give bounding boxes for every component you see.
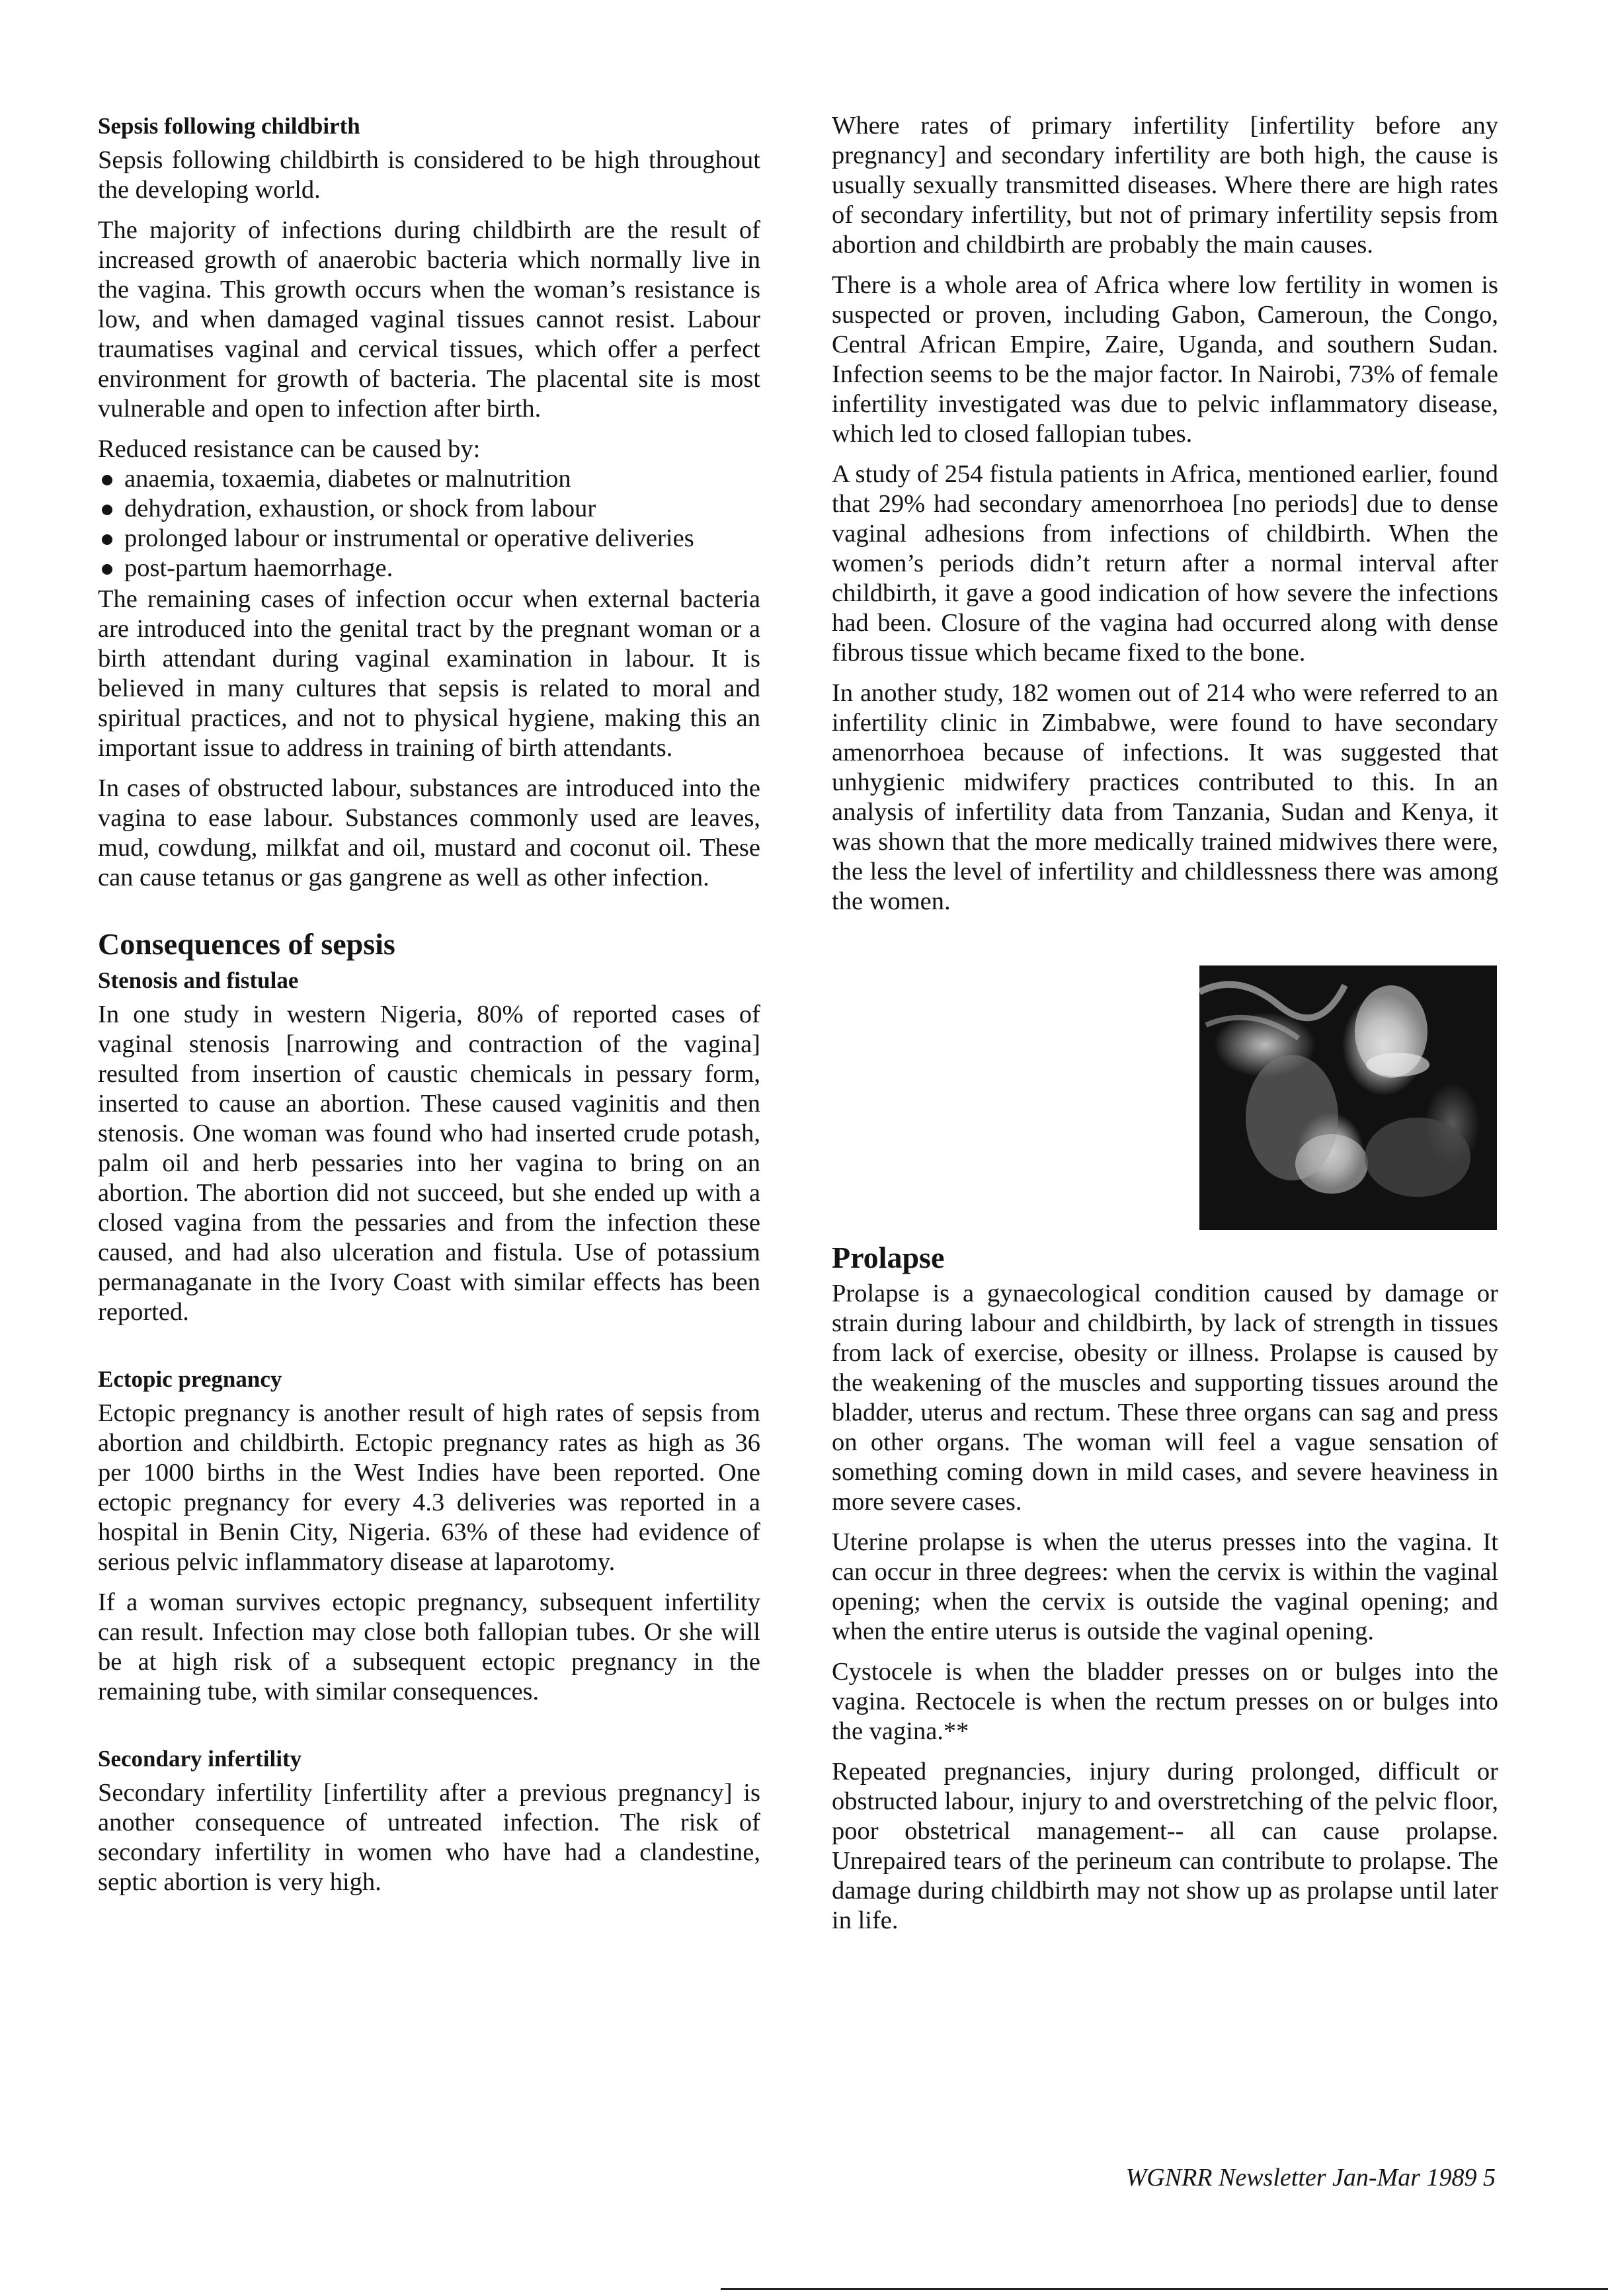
- sepsis-heading: Sepsis following childbirth: [98, 113, 360, 139]
- birth-photo-image: [1199, 965, 1497, 1230]
- right-column: [832, 111, 1498, 1946]
- infertility-paragraph-3: A study of 254 fistula patients in Africa, mentioned earlier, found that 29% had secondary amenorrhoea [no periods] due to dense vaginal adhesions from infections of childbirth. When the women’s periods didn’t return after a normal interval after childbirth, it gave a good indication of how severe the infections had been. Closure of the vagina had occurred along with dense fibrous tissue which became fixed to the bone.: [832, 460, 1498, 667]
- sepsis-paragraph-1: Sepsis following childbirth is considered to be high throughout the developing world.: [98, 146, 760, 204]
- resistance-bullet-list: [98, 464, 760, 583]
- prolapse-paragraph-1: Prolapse is a gynaecological condition caused by damage or strain during labour and childbirth, by lack of strength in tissues from lack of exercise, obesity or illness. Prolapse is caused by the weakening of the muscles and supporting tissues around the bladder, uterus and rectum. These three organs can sag and press on other organs. The woman will feel a vague sensation of something coming down in mild cases, and severe heaviness in more severe cases.: [832, 1280, 1498, 1516]
- bullet-item: prolonged labour or instrumental or operative deliveries: [98, 524, 760, 554]
- prolapse-paragraph-3: Cystocele is when the bladder presses on or bulges into the vagina. Rectocele is when the rectum presses on or bulges into the vagina.**: [832, 1658, 1498, 1745]
- bullet-item: dehydration, exhaustion, or shock from labour: [98, 494, 760, 524]
- stenosis-heading: Stenosis and fistulae: [98, 967, 299, 993]
- infertility-paragraph-4: In another study, 182 women out of 214 who were referred to an infertility clinic in Zimbabwe, were found to have secondary amenorrhoea because of infections. It was suggested that unhygienic midwifery practices contributed to this. In an analysis of infertility data from Tanzania, Sudan and Kenya, it was shown that the more medically trained midwives there were, the less the level of infertility and childlessness there was among the women.: [832, 679, 1498, 915]
- ectopic-paragraph-2: If a woman survives ectopic pregnancy, subsequent infertility can result. Infection may close both fallopian tubes. Or she will be at high risk of a subsequent ectopic pregnancy in the remaining tube, with similar consequences.: [98, 1588, 760, 1705]
- bottom-rule-divider: [721, 2288, 1608, 2290]
- secondary-infertility-heading: Secondary infertility: [98, 1746, 302, 1772]
- sepsis-paragraph-4: The remaining cases of infection occur when external bacteria are introduced into the genital tract by the pregnant woman or a birth attendant during vaginal examination in labour. It is believed in many cultures that sepsis is related to moral and spiritual practices, and not to physical hygiene, making this an important issue to address in training of birth attendants.: [98, 585, 760, 762]
- sepsis-paragraph-2: The majority of infections during childbirth are the result of increased growth of anaerobic bacteria which normally live in the vagina. This growth occurs when the woman’s resistance is low, and when damaged vaginal tissues cannot resist. Labour traumatises vaginal and cervical tissues, which offer a perfect environment for growth of bacteria. The placental site is most vulnerable and open to infection after birth.: [98, 216, 760, 423]
- sepsis-paragraph-5: In cases of obstructed labour, substances are introduced into the vagina to ease labour. Substances commonly used are leaves, mud, cowdung, milkfat and oil, mustard and coconut oil. These can cause tetanus or gas gangrene as well as other infection.: [98, 774, 760, 891]
- left-column: [98, 111, 760, 1908]
- bullet-item: post-partum haemorrhage.: [98, 554, 760, 583]
- ectopic-heading: Ectopic pregnancy: [98, 1366, 282, 1392]
- page-footer: WGNRR Newsletter Jan-Mar 1989 5: [1125, 2164, 1496, 2192]
- secondary-infertility-paragraph: Secondary infertility [infertility after a previous pregnancy] is another consequence of untreated infection. The risk of secondary infertility in women who have had a clandestine, septic abortion is very high.: [98, 1779, 760, 1896]
- ectopic-paragraph-1: Ectopic pregnancy is another result of high rates of sepsis from abortion and childbirth. Ectopic pregnancy rates as high as 36 per 1000 births in the West Indies have been reported. One ectopic pregnancy for every 4.3 deliveries was reported in a hospital in Benin City, Nigeria. 63% of these had evidence of serious pelvic inflammatory disease at laparotomy.: [98, 1399, 760, 1576]
- prolapse-heading: Prolapse: [832, 1241, 945, 1274]
- sepsis-paragraph-3: Reduced resistance can be caused by:: [98, 435, 481, 463]
- infertility-paragraph-2: There is a whole area of Africa where low fertility in women is suspected or proven, including Gabon, Cameroun, the Congo, Central African Empire, Zaire, Uganda, and southern Sudan. Infection seems to be the major factor. In Nairobi, 73% of female infertility investigated was due to pelvic inflammatory disease, which led to closed fallopian tubes.: [832, 271, 1498, 448]
- consequences-heading: Consequences of sepsis: [98, 927, 395, 961]
- infertility-paragraph-1: Where rates of primary infertility [infertility before any pregnancy] and secondary infertility are both high, the cause is usually sexually transmitted diseases. Where there are high rates of secondary infertility, but not of primary infertility sepsis from abortion and childbirth are probably the main causes.: [832, 112, 1498, 259]
- bullet-item: anaemia, toxaemia, diabetes or malnutrition: [98, 464, 760, 494]
- photo-illustration: [1199, 965, 1497, 1230]
- prolapse-paragraph-4: Repeated pregnancies, injury during prolonged, difficult or obstructed labour, injury to and overstretching of the pelvic floor, poor obstetrical management-- all can cause prolapse. Unrepaired tears of the perineum can contribute to prolapse. The damage during childbirth may not show up as prolapse until later in life.: [832, 1758, 1498, 1934]
- stenosis-paragraph: In one study in western Nigeria, 80% of reported cases of vaginal stenosis [narrowing and contraction of the vagina] resulted from insertion of caustic chemicals in pessary form, inserted to cause an abortion. These caused vaginitis and then stenosis. One woman was found who had inserted crude potash, palm oil and herb pessaries into her vagina to bring on an abortion. The abortion did not succeed, but she ended up with a closed vagina from the pessaries and from the infection these caused, and had also ulceration and fistula. Use of potassium permanaganate in the Ivory Coast with similar effects has been reported.: [98, 1001, 760, 1326]
- prolapse-paragraph-2: Uterine prolapse is when the uterus presses into the vagina. It can occur in three degrees: when the cervix is within the vaginal opening; when the cervix is outside the vaginal opening; and when the entire uterus is outside the vaginal opening.: [832, 1528, 1498, 1645]
